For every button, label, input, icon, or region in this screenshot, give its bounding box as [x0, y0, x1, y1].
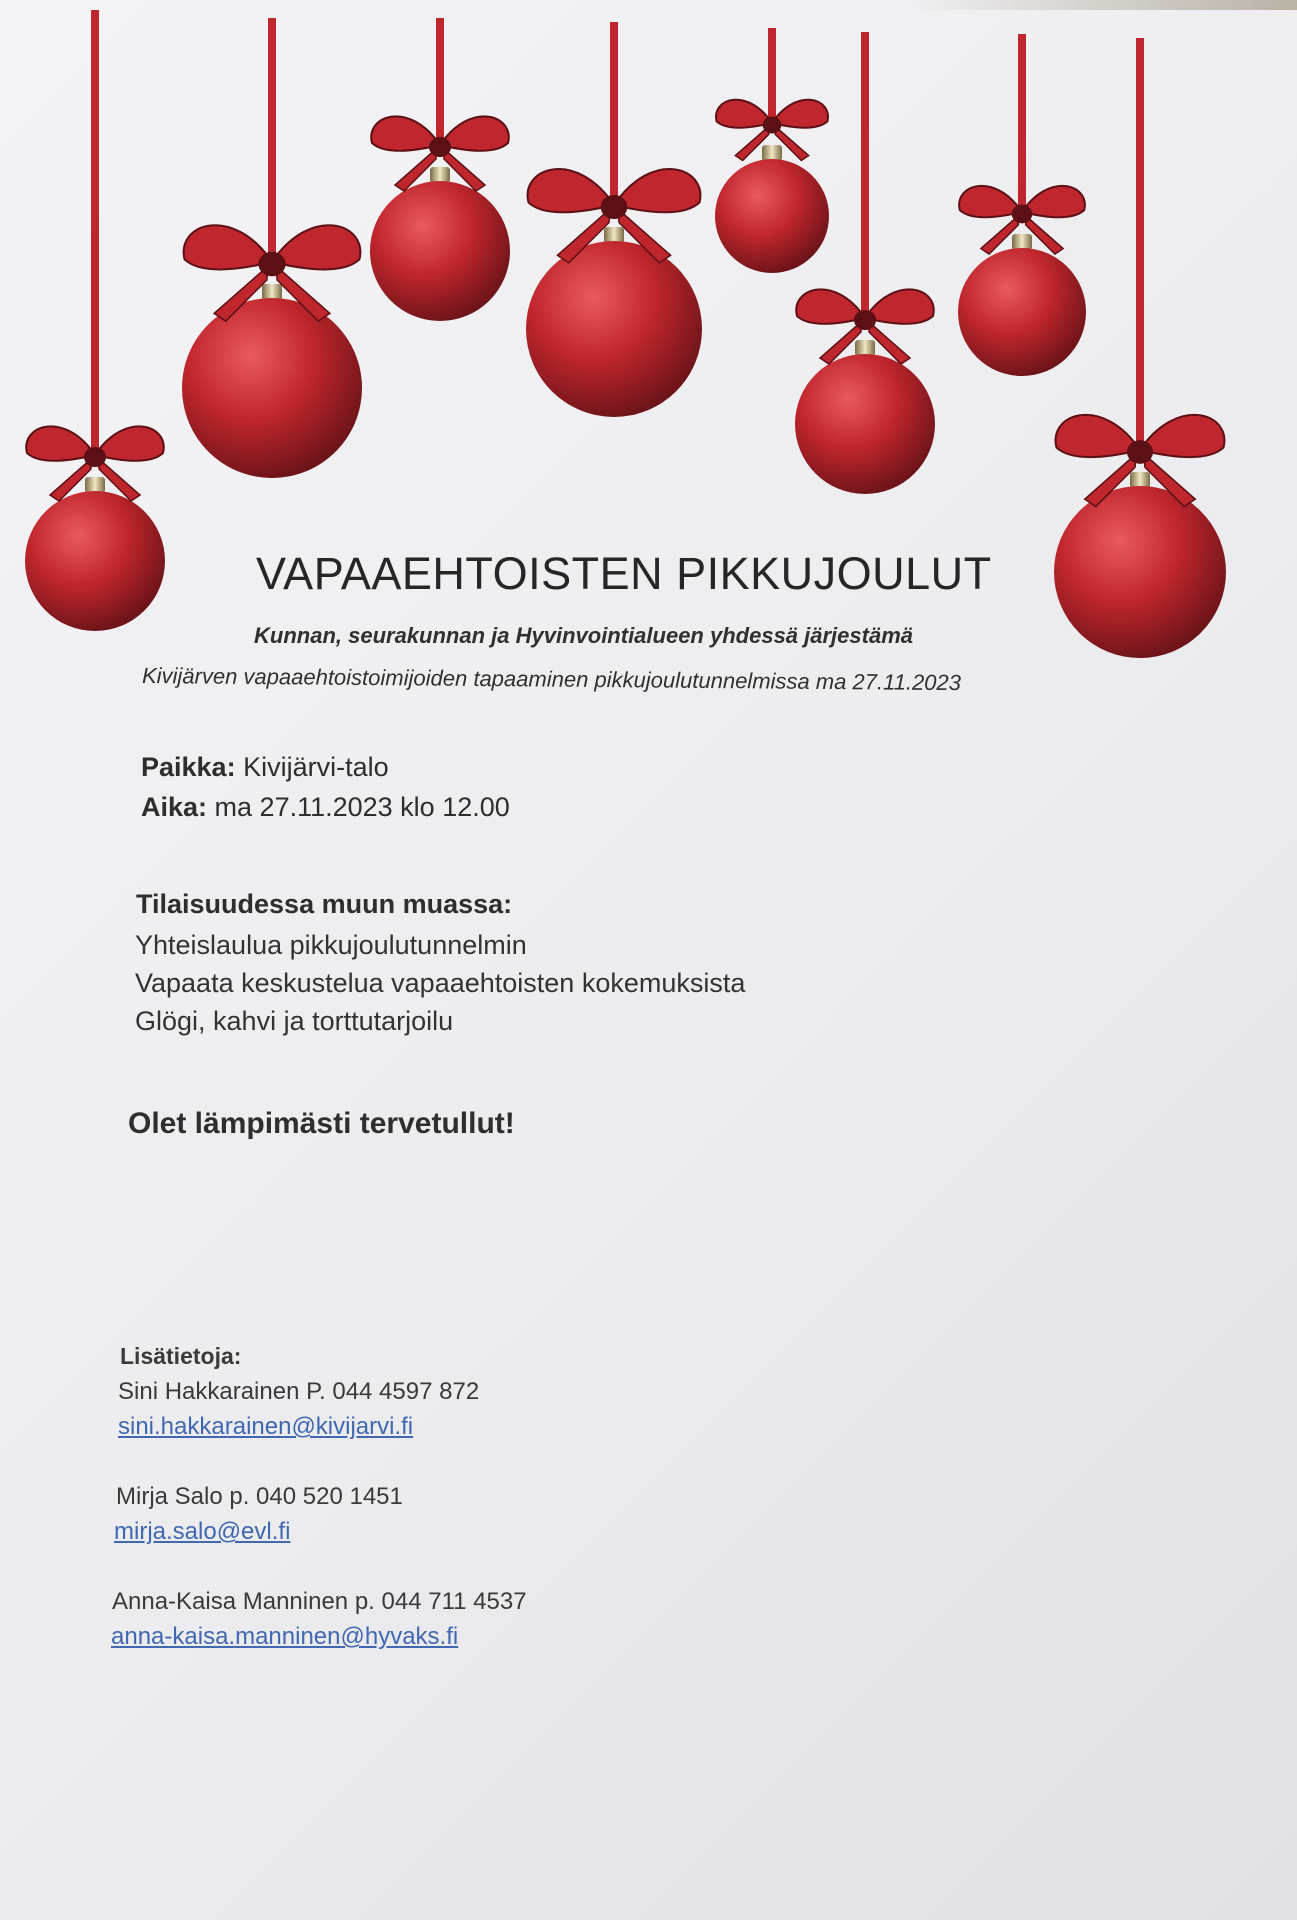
ornament-bauble: [182, 18, 362, 478]
ornament-bauble: [1054, 38, 1226, 658]
program-item: Glögi, kahvi ja torttutarjoilu: [135, 1006, 454, 1036]
ornament-bauble: [715, 28, 829, 273]
contacts-heading: Lisätietoja:: [120, 1343, 242, 1369]
ornament-bauble: [958, 34, 1086, 376]
time-label: Aika:: [141, 792, 208, 822]
place-value: Kivijärvi-talo: [243, 752, 389, 782]
ornament-bauble: [526, 22, 702, 417]
program-item: Yhteislaulua pikkujoulutunnelmin: [135, 930, 527, 960]
time-value: ma 27.11.2023 klo 12.00: [214, 792, 510, 822]
time-row: [141, 792, 510, 823]
event-description: Kivijärven vapaaehtoistoimijoiden tapaaminen pikkujoulutunnelmissa ma 27.11.2023: [141, 663, 962, 696]
ornament-bauble: [370, 18, 510, 321]
welcome-text: Olet lämpimästi tervetullut!: [128, 1107, 515, 1140]
page-title: VAPAAEHTOISTEN PIKKUJOULUT: [256, 548, 992, 599]
contact-email-link[interactable]: mirja.salo@evl.fi: [114, 1518, 291, 1545]
program-item: Vapaata keskustelua vapaaehtoisten kokemuksista: [135, 968, 746, 998]
organizers-line: Kunnan, seurakunnan ja Hyvinvointialueen yhdessä järjestämä: [254, 623, 914, 648]
contact-email-link[interactable]: sini.hakkarainen@kivijarvi.fi: [118, 1413, 414, 1440]
contact-email-link[interactable]: anna-kaisa.manninen@hyvaks.fi: [111, 1623, 459, 1650]
place-label: Paikka:: [141, 752, 236, 782]
contact-line: Sini Hakkarainen P. 044 4597 872: [118, 1378, 480, 1405]
place-row: [141, 752, 389, 783]
contact-line: Mirja Salo p. 040 520 1451: [116, 1483, 403, 1510]
ornament-bauble: [25, 10, 165, 631]
program-heading: Tilaisuudessa muun muassa:: [136, 889, 513, 919]
contact-line: Anna-Kaisa Manninen p. 044 711 4537: [112, 1588, 527, 1615]
